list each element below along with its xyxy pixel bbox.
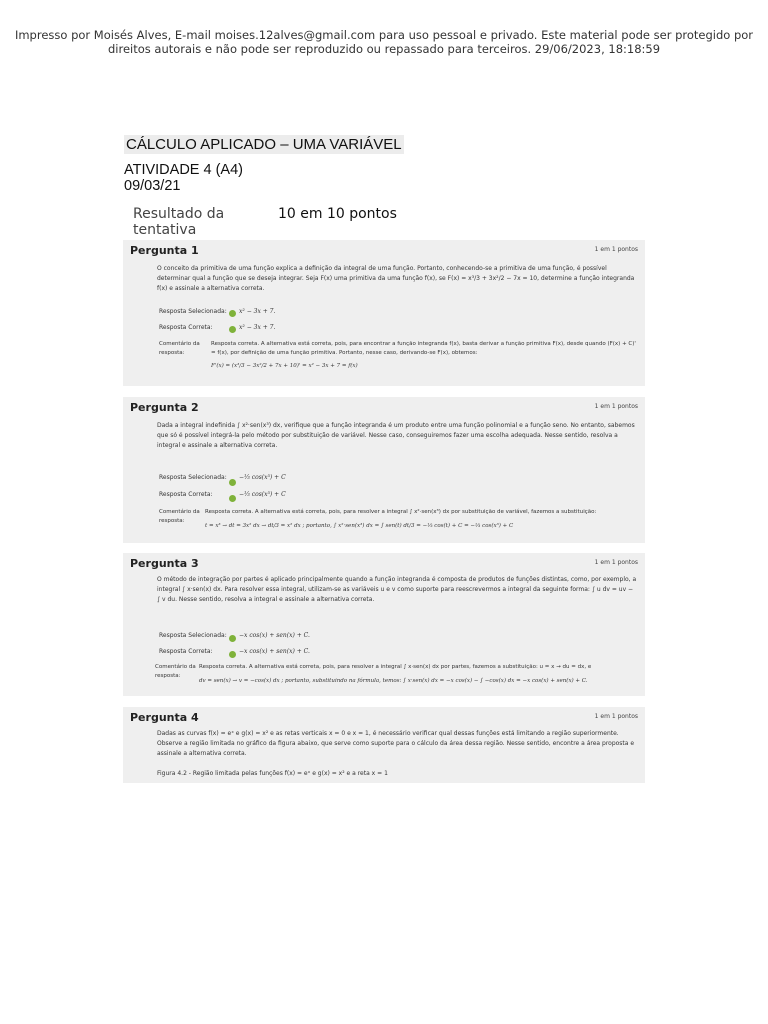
print-watermark: Impresso por Moisés Alves, E-mail moises.12alves@gmail.com para uso pessoal e privado. Este material pode ser protegido por direitos autorais e não pode ser reproduzido ou repassado para terceiros. 29/06/2023, 18:18:59 — [14, 28, 754, 56]
correct-check-icon — [229, 310, 236, 317]
selected-answer-label: Resposta Selecionada: — [159, 632, 227, 639]
question-text: O método de integração por partes é aplicado principalmente quando a função integranda é composta de produtos de funções distintas, como, por exemplo, a integral ∫ x·sen(x) dx. Para resolver essa integral, utilizam-se as variáveis u e v como suporte para reescrevermos a integral da seguinte forma: ∫ u dv = uv − ∫ v du. Nesse sentido, resolva a integral e assinale a alternativa correta. — [157, 576, 637, 603]
question-points: 1 em 1 pontos — [594, 559, 638, 566]
comment-label: Comentário da resposta: — [159, 509, 200, 524]
figure-caption: Figura 4.2 - Região limitada pelas funções f(x) = eˣ e g(x) = x² e a reta x = 1 — [157, 770, 388, 777]
question-2 — [123, 397, 645, 543]
comment-label: Comentário da resposta: — [155, 664, 196, 679]
comment-formula: F'(x) = (x³/3 − 3x²/2 + 7x + 10)' = x² − 3x + 7 = f(x) — [211, 363, 358, 369]
question-1 — [123, 240, 645, 386]
result-value: 10 em 10 pontos — [278, 206, 397, 222]
correct-answer: x² − 3x + 7. — [239, 324, 276, 331]
comment-text: Resposta correta. A alternativa está correta, pois, para resolver a integral ∫ x²·sen(x³) dx por substituição de variável, fazemos a substituição: — [205, 509, 597, 515]
selected-answer-label: Resposta Selecionada: — [159, 308, 227, 315]
comment-formula: dv = sen(x) → v = −cos(x) dx ; portanto, substituindo na fórmula, temos: ∫ x·sen(x) dx = −x cos(x) − ∫ −cos(x) dx = −x cos(x) + sen(x) + C. — [199, 678, 588, 684]
question-text: Dada a integral indefinida ∫ x²·sen(x³) dx, verifique que a função integranda é um produto entre uma função polinomial e a função seno. No entanto, sabemos que só é possível integrá-la pelo método por substituição de variável. Nesse caso, conseguiremos fazer uma escolha adequada. Nesse sentido, resolva a integral e assinale a alternativa correta. — [157, 422, 635, 449]
question-title: Pergunta 1 — [130, 244, 199, 257]
question-title: Pergunta 3 — [130, 557, 199, 570]
correct-answer-label: Resposta Correta: — [159, 491, 213, 498]
activity-heading — [124, 162, 243, 194]
question-text: Dadas as curvas f(x) = eˣ e g(x) = x² e as retas verticais x = 0 e x = 1, é necessário verificar qual dessas funções está limitando a região superiormente. Observe a região limitada no gráfico da figura abaixo, que serve como suporte para o cálculo da área dessa região. Nesse sentido, encontre a área proposta e assinale a alternativa correta. — [157, 730, 635, 757]
correct-answer-label: Resposta Correta: — [159, 648, 213, 655]
correct-check-icon — [229, 495, 236, 502]
selected-answer: −x cos(x) + sen(x) + C. — [239, 632, 310, 639]
activity-date: 09/03/21 — [124, 178, 181, 194]
result-label: Resultado da tentativa — [133, 206, 225, 238]
comment-text: Resposta correta. A alternativa está correta, pois, para encontrar a função integranda f(x), basta derivar a função primitiva F(x), desde quando (F(x) + C)' = f(x), por definição de uma função primitiva. Portanto, nesse caso, derivando-se F(x), obtemos: — [211, 341, 636, 356]
question-3 — [123, 553, 645, 696]
question-points: 1 em 1 pontos — [594, 246, 638, 253]
comment-label: Comentário da resposta: — [159, 341, 200, 356]
question-text: O conceito da primitiva de uma função explica a definição da integral de uma função. Portanto, conhecendo-se a primitiva de uma função, é possível determinar qual a função que se deseja integrar. Seja F(x) uma primitiva da uma função f(x), se F(x) = x³/3 + 3x²/2 − 7x = 10, determine a função integranda f(x) e assinale a alternativa correta. — [157, 265, 635, 292]
activity-title: ATIVIDADE 4 (A4) — [124, 162, 243, 178]
selected-answer: −⅓ cos(x³) + C — [239, 474, 286, 481]
selected-answer-label: Resposta Selecionada: — [159, 474, 227, 481]
correct-answer-label: Resposta Correta: — [159, 324, 213, 331]
question-title: Pergunta 2 — [130, 401, 199, 414]
selected-answer: x² − 3x + 7. — [239, 308, 276, 315]
correct-check-icon — [229, 326, 236, 333]
correct-answer: −x cos(x) + sen(x) + C. — [239, 648, 310, 655]
question-4 — [123, 707, 645, 783]
course-title: CÁLCULO APLICADO – UMA VARIÁVEL — [126, 136, 402, 153]
question-points: 1 em 1 pontos — [594, 403, 638, 410]
correct-check-icon — [229, 479, 236, 486]
comment-formula: t = x³ → dt = 3x² dx → dt/3 = x² dx ; portanto, ∫ x²·sen(x³) dx = ∫ sen(t) dt/3 = −⅓ cos(t) + C = −⅓ cos(x³) + C — [205, 523, 514, 529]
question-title: Pergunta 4 — [130, 711, 199, 724]
question-points: 1 em 1 pontos — [594, 713, 638, 720]
correct-check-icon — [229, 651, 236, 658]
correct-check-icon — [229, 635, 236, 642]
comment-text: Resposta correta. A alternativa está correta, pois, para resolver a integral ∫ x·sen(x) dx por partes, fazemos a substituição: u = x → du = dx, e — [199, 664, 592, 670]
correct-answer: −⅓ cos(x³) + C — [239, 491, 286, 498]
